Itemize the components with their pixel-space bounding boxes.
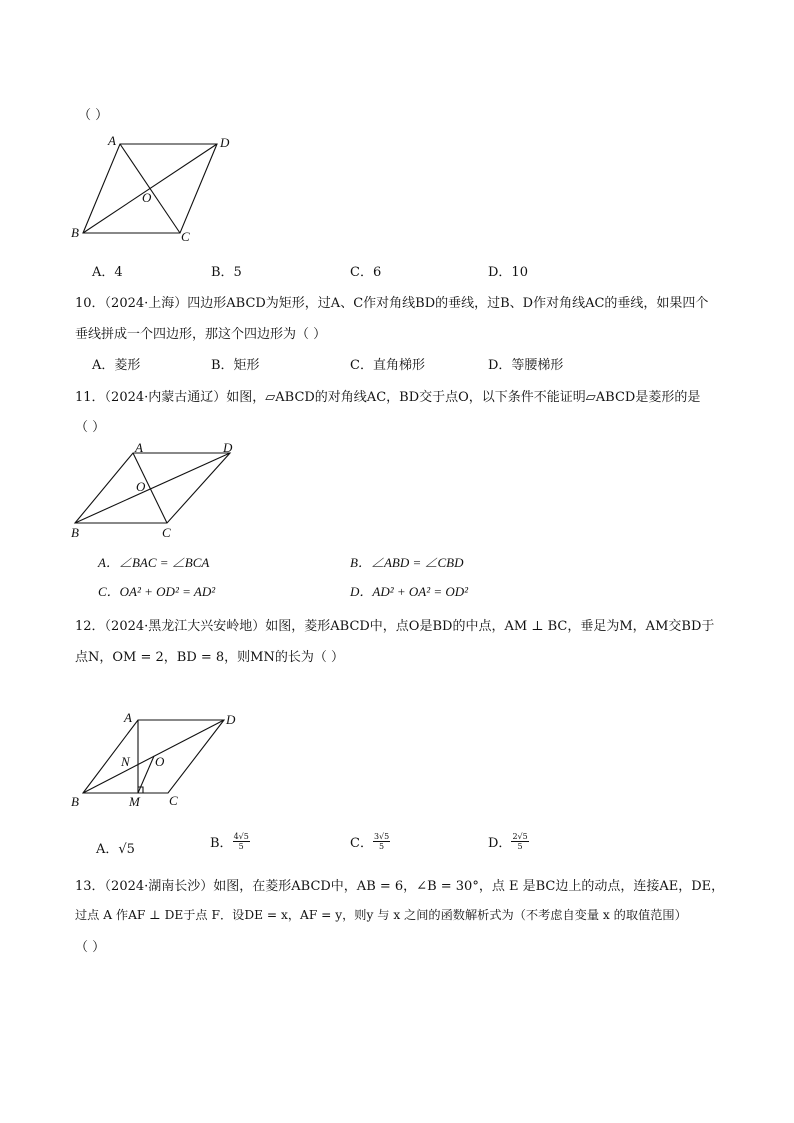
q12-label-b: B — [71, 794, 79, 809]
q13-stem-line3: （ ） — [75, 940, 106, 955]
q10-stem-line2: 垂线拼成一个四边形，那这个四边形为（ ） — [75, 327, 327, 342]
q12-option-b[interactable]: B． $\frac{4√5}{5}$ — [210, 832, 249, 851]
q12-option-b-fraction: $\frac{4√5}{5}$ — [233, 832, 249, 851]
q10-option-a[interactable]: A．菱形 — [92, 358, 141, 373]
q12-label-c: C — [169, 793, 178, 808]
q11-label-b: B — [71, 525, 79, 540]
q9-option-a[interactable]: A．4 — [92, 265, 123, 280]
q11-stem-line2: （ ） — [75, 420, 106, 435]
q12-label-d: D — [226, 712, 236, 727]
q10-option-b[interactable]: B．矩形 — [211, 358, 260, 373]
q10-stem-line1: 10．（2024·上海）四边形ABCD为矩形，过A、C作对角线BD的垂线，过B、D作对角线AC的垂线，如果四个 — [75, 296, 709, 311]
q11-label-o: O — [136, 479, 146, 494]
q12-stem-line1: 12．（2024·黑龙江大兴安岭地）如图，菱形ABCD中，点O是BD的中点，AM ⊥ BC，垂足为M，AM交BD于 — [75, 619, 715, 634]
q9-label-d: D — [220, 135, 230, 150]
q10-option-d[interactable]: D．等腰梯形 — [488, 358, 564, 373]
q12-option-c-fraction: $\frac{3√5}{5}$ — [373, 832, 390, 851]
q9-label-o: O — [142, 190, 152, 205]
q13-stem-line2: 过点 A 作AF ⊥ DE于点 F．设DE = x，AF = y，则y 与 x 之间的函数解析式为（不考虑自变量 x 的取值范围） — [75, 908, 687, 922]
q11-label-d: D — [223, 440, 233, 455]
q9-option-d[interactable]: D．10 — [488, 265, 528, 280]
q9-answer-paren: （ ） — [78, 108, 109, 123]
q9-option-c[interactable]: C．6 — [350, 265, 382, 280]
q12-label-n: N — [121, 754, 130, 769]
q11-stem-line1: 11．（2024·内蒙古通辽）如图，▱ABCD的对角线AC，BD交于点O，以下条件不能证明▱ABCD是菱形的是 — [75, 390, 701, 405]
q12-label-a: A — [124, 710, 132, 725]
q13-stem-line1: 13．（2024·湖南长沙）如图，在菱形ABCD中，AB = 6，∠B = 30°，点 E 是BC边上的动点，连接AE，DE， — [75, 879, 725, 894]
q9-label-c: C — [181, 229, 190, 244]
q12-option-c[interactable]: C． $\frac{3√5}{5}$ — [350, 832, 390, 851]
q9-label-b: B — [71, 225, 79, 240]
q12-label-o: O — [155, 754, 165, 769]
q9-option-b[interactable]: B．5 — [211, 265, 242, 280]
q12-option-a[interactable]: A．√5 — [96, 842, 135, 857]
q12-option-d[interactable]: D． $\frac{2√5}{5}$ — [488, 832, 528, 851]
q12-stem-line2: 点N，OM = 2，BD = 8，则MN的长为（ ） — [75, 650, 344, 665]
q11-option-a[interactable]: A．∠BAC = ∠BCA — [98, 555, 210, 570]
q12-option-d-fraction: $\frac{2√5}{5}$ — [512, 832, 528, 851]
q11-label-c: C — [162, 525, 171, 540]
q11-option-d[interactable]: D．AD² + OA² = OD² — [350, 584, 469, 599]
q12-label-m: M — [129, 794, 140, 809]
q11-label-a: A — [135, 440, 143, 455]
q12-option-a-value: √5 — [118, 842, 135, 857]
q10-option-c[interactable]: C．直角梯形 — [350, 358, 425, 373]
q9-label-a: A — [108, 133, 116, 148]
q11-option-b[interactable]: B．∠ABD = ∠CBD — [350, 555, 464, 570]
q11-option-c[interactable]: C．OA² + OD² = AD² — [98, 584, 216, 599]
